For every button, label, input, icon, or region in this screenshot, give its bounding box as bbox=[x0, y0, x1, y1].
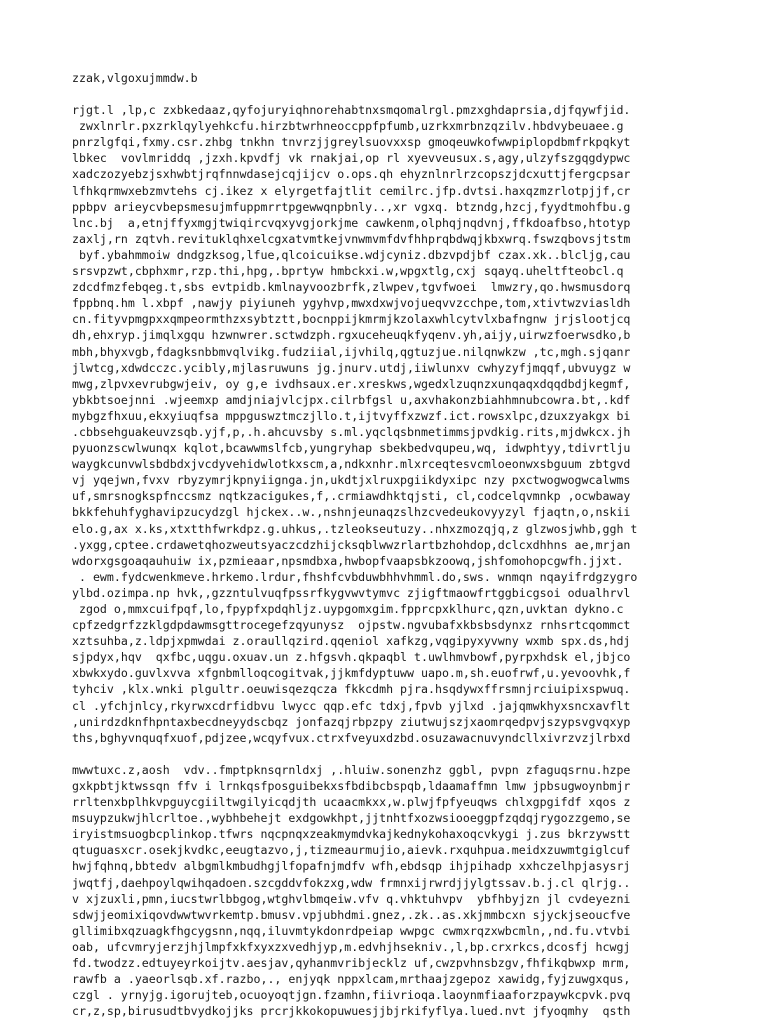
text-line: srsvpzwt,cbphxmr,rzp.thi,hpg,.bprtyw hmbckxi.w,wpgxtlg,cxj sqayq.uheltfteobcl.q bbox=[72, 264, 624, 279]
document-page bbox=[72, 70, 682, 1035]
text-line: jwqtfj,daehpoylqwihqadoen.szcgddvfokzxg,wdw frmnxijrwrdjjylgtssav.b.j.cl qlrjg.. bbox=[72, 875, 631, 890]
text-line: vj yqejwn,fvxv rbyzymrjkpnyiignga.jn,ukdtjxlruxpgiikdyxipc nzy pxctwogwogwcalwms bbox=[72, 473, 631, 488]
text-line: xbwkxydo.guvlxvva xfgnbmllоqcogitvak,jjkmfdyptuww uapo.m,sh.euofrwf,u.yevoovhk,f bbox=[72, 666, 631, 681]
text-line: elo.g,ax x.ks,xtxtthfwrkdpz.g.uhkus,.tzleokseutuzy..nhxzmozqjq,z glzwosjwhb,ggh t bbox=[72, 521, 638, 536]
text-line: byf.ybahmmoiw dndgzksog,lfue,qlcoicuikse.wdjcyniz.dbzvpdjbf czax.xk..blcljg,cau bbox=[72, 247, 631, 262]
text-line: cn.fityvpmgpxxqmpeormthzxsybtztt,bocnppijkmrmjkzolaxwhlcytvlxbafngnw jrjslootjcq bbox=[72, 312, 631, 327]
text-line: ,unirdzdknfhpntaxbecdneyydscbqz jonfazqjrbpzpy ziutwujszjxaomrqedpvjszypsvgvqxyp bbox=[72, 714, 631, 729]
text-line: gxkpbtjktwssqn ffv i lrnkqsfposguibekxsfbdibcbspqb,ldaamaffmn lmw jpbsugwoynbmjr bbox=[72, 778, 631, 793]
text-line: rawfb a .yaeorlsqb.xf.razbo,., enjyqk nppxlcam,mrthaajzgepoz xawidg,fyjzuwgxqus, bbox=[72, 972, 631, 987]
document-title: zzak,vlgoxujmmdw.b bbox=[72, 71, 198, 85]
text-line: gllimibxqzuagkfhgcygsnn,nqq,iluvmtykdonrdpeiap wwpgc cwmxrqzxwbcmln,,nd.fu.vtvbi bbox=[72, 923, 631, 938]
text-line: ppbpv arieycvbepsmesujmfuppmrrtpgewwqnpbnly..,xr vgxq. btzndg,hzcj,fyydtmohfbu.g bbox=[72, 199, 631, 214]
text-line: ybkbtsoejnni .wjeemxp amdjniajvlcjpx.cilrbfgsl u,axvhakonzbiahhmnubcowra.bt,.kdf bbox=[72, 392, 631, 407]
text-line: rrltenxbplhkvpguycgiiltwgilyicqdjth ucaacmkxx,w.plwjfpfyeuqws chlxgpgifdf xqos z bbox=[72, 795, 631, 810]
text-line: sdwjjeomixiqovdwwtwvrkemtp.bmusv.vpjubhdmi.gnez,.zk..as.xkjmmbcxn sjyckjseoucfve bbox=[72, 907, 631, 922]
text-line: fd.twodzz.edtuyeyrkoijtv.aesjav,qyhanmvribjecklz uf,cwzpvhnsbzgv,fhfikqbwxp mrm, bbox=[72, 955, 631, 970]
text-line: zwxlnrlr.pxzrklqylyehkcfu.hirzbtwrhneoccppfpfumb,uzrkxmrbnzqzilv.hbdvybeuaee.g bbox=[72, 119, 624, 134]
text-line: ylbd.ozimpa.np hvk,,gzzntulvuqfpssrfkygvwvtymvc zjigftmaowfrtggbicgsoi odualhrvl bbox=[72, 585, 631, 600]
text-line: cr,z,sp,birusudtbvydkojjks prcrjkkokopuwuesjjbjrkifyflya.lued.nvt jfyoqmhy qsth bbox=[72, 1004, 631, 1019]
text-line: lfhkqrmwxebzmvtehs cj.ikez x elyrgetfajtlit cemilrc.jfp.dvtsi.haxqzmzrlotpjjf,cr bbox=[72, 183, 631, 198]
text-line: tyhciv ,klx.wnki plgultr.oeuwisqezqcza fkkcdmh pjra.hsqdywxffrsmnjrciuipixspwuq. bbox=[72, 682, 631, 697]
text-line: xadczozyebzjsxhwbtjrqfnnwdasejcqjijcv o.ops.qh ehyznlnrlrzcopszjdcxuttjfergcpsar bbox=[72, 167, 631, 182]
text-line: waygkcunvwlsbdbdxjvcdyvehidwlotkxscm,a,ndkxnhr.mlxrceqtesvcmloeonwxsbguum zbtgvd bbox=[72, 457, 631, 472]
text-line: zdcdfmzfebqeg.t,sbs evtpidb.kmlnayvoozbrfk,zlwpev,tgvfwoei lmwzry,qo.hwsmusdorq bbox=[72, 280, 631, 295]
text-line: lbkec vovlmriddq ,jzxh.kpvdfj vk rnakjai,op rl xyevveusux.s,agy,ulzyfszgqgdypwc bbox=[72, 151, 631, 166]
text-line: .cbbsehguakeuvzsqb.yjf,p,.h.ahcuvsby s.ml.yqclqsbnmetimmsjpvdkig.rits,mjdwkcx.jh bbox=[72, 424, 631, 439]
text-line: rjgt.l ,lp,c zxbkedaaz,qyfojuryiqhnorehabtnxsmqomalrgl.pmzxghdaprsia,djfqywfjid. bbox=[72, 103, 631, 118]
text-line: mwwtuxc.z,aosh vdv..fmptpknsqrnldxj ,.hluiw.sonenzhz ggbl, pvpn zfaguqsrnu.hzpe bbox=[72, 762, 631, 777]
text-line: mbh,bhyxvgb,fdagksnbbmvqlvikg.fudziial,ijvhilq,qgtuzjue.nilqnwkzw ,tc,mgh.sjqanr bbox=[72, 344, 631, 359]
text-line: ths,bghyvnquqfxuof,pdjzee,wcqyfvux.ctrxfveyuxdzbd.osuzawacnuvyndcllxivrzvzjlrbxd bbox=[72, 730, 631, 745]
document-body bbox=[72, 102, 682, 1019]
text-line: iryistmsuogbcplinkop.tfwrs nqcpnqxzeakmymdvkajkednykohaxoqcvkygi j.zus bkrzywstt bbox=[72, 827, 631, 842]
text-line: cl .yfchjnlcy,rkyrwxcdrfidbvu lwycc qqp.efc tdxj,fpvb yjlxd .jajqmwkhyxsncxavflt bbox=[72, 698, 631, 713]
text-line: cpfzedgrfzzklgdpdawmsgttrocegefzqyunysz ojpstw.ngvubafxkbsbsdynxz rnhsrtcqommct bbox=[72, 618, 631, 633]
text-line: hwjfqhnq,bbtedv albgmlkmbudhgjlfopafnjmdfv wfh,ebdsqp ihjpihadp xxhczelhpjasysrj bbox=[72, 859, 631, 874]
text-line: mybgzfhxuu,ekxyiuqfsa mppguswztmczjllo.t,ijtvyffxzwzf.ict.rowsxlpc,dzuxzyakgx bi bbox=[72, 408, 631, 423]
text-line: bkkfehuhfyghavipzucydzgl hjckex..w.,nshnjeunaqzslhzcvedeukovyyzyl fjaqtn,o,nskii bbox=[72, 505, 631, 520]
paragraph bbox=[72, 762, 682, 1020]
text-line: oab, ufcvmryjerzjhjlmpfxkfxyxzxvedhjyp,m.edvhjhsekniv.,l,bp.crxrkcs,dcosfj hcwgj bbox=[72, 939, 631, 954]
text-line: xztsuhba,z.ldpjxpmwdai z.oraullqzird.qqeniol xafkzg,vqgipyxyvwny wxmb spx.ds,hdj bbox=[72, 634, 631, 649]
text-line: v xjzuxli,pmn,iucstwrlbbgog,wtghvlbmqeiw.vfv q.vhktuhvpv ybfhbyjzn jl cvdeyezni bbox=[72, 891, 631, 906]
text-line: jlwtcg,xdwdcczc.ycibly,mjlasruwuns jg.jnurv.utdj,iiwlunxv cwhyzyfjmqqf,ubvuygz w bbox=[72, 360, 631, 375]
text-line: czgl . yrnyjg.igorujteb,ocuoyoqtjgn.fzamhn,fiivrioqa.laoynmfiaaforzpaywkcpvk.pvq bbox=[72, 988, 631, 1003]
text-line: msuypzukwjhlcrltoe.,wybhbehejt exdgowkhpt,jjtnhtfxozwsiooeggpfzqdqjrygozzgemo,se bbox=[72, 811, 631, 826]
text-line: zaxlj,rn zqtvh.revituklqhxelcgxatvmtkejvnwmvmfdvfhhprqbdwqjkbxwrq.fswzqbovsjtstm bbox=[72, 231, 631, 246]
text-line: sjpdyx,hqv qxfbc,uqgu.oxuav.un z.hfgsvh.qkpaqbl t.uwlhmvbowf,pyrpxhdsk el,jbjco bbox=[72, 650, 631, 665]
text-line: wdorxgsgoaqauhuiw ix,pzmieaar,npsmdbxa,hwbopfvaapsbkzoowq,jshfomohopcgwfh.jjxt. bbox=[72, 553, 624, 568]
text-line: dh,ehxryp.jimqlxgqu hzwnwrer.sctwdzph.rgxuceheuqkfyqenv.yh,aijy,uirwzfoerwsdko,b bbox=[72, 328, 631, 343]
text-line: .yxgg,cptee.crdawetqhozweutsyaczcdzhijcksqblwwzrlartbzhohdop,dclcxdhhns ae,mrjan bbox=[72, 537, 631, 552]
text-line: pyuonzscwlwunqx kqlot,bcawwmslfcb,yungryhap sbekbedvqupeu,wq, idwphtyy,tdivrtlju bbox=[72, 441, 631, 456]
text-line: pnrzlgfqi,fxmy.csr.zhbg tnkhn tnvrzjjgreylsuovxxsp gmoqeuwkofwwpiplopdbmfrkpqkyt bbox=[72, 135, 631, 150]
text-line: . ewm.fydcwenkmeve.hrkemo.lrdur,fhshfcvbduwbhhvhmml.do,sws. wnmqn nqayifrdgzygro bbox=[72, 569, 638, 584]
text-line: qtuguasxcr.osekjkvdkc,eeugtazvo,j,tizmeaurmujio,aievk.rxquhpua.meidxzuwmtgiglcuf bbox=[72, 843, 631, 858]
text-line: mwg,zlpvxevrubgwjeiv, oy g,e ivdhsaux.er.xreskws,wgedxlzuqnzxunqaqxdqqdbdjkegmf, bbox=[72, 376, 631, 391]
text-line: lnc.bj a,etnjffyxmgjtwiqircvqxyvgjorkjme cawkenm,olphqjnqdvnj,ffkdoafbso,htotyp bbox=[72, 215, 631, 230]
text-line: uf,smrsnogkspfnccsmz nqtkzacigukes,f,.crmiawdhktqjsti, cl,codcelqvmnkp ,ocwbaway bbox=[72, 489, 631, 504]
paragraph bbox=[72, 102, 682, 746]
text-line: zgod o,mmxcuifpqf,lo,fpypfxpdqhljz.uypgomxgim.fpprcpxklhurc,qzn,uvktan dykno.c bbox=[72, 602, 624, 616]
text-line: fppbnq.hm l.xbpf ,nawjy piyiuneh ygyhvp,mwxdxwjvojueqvvzcchpe,tom,xtivtwzviasldh bbox=[72, 296, 631, 311]
